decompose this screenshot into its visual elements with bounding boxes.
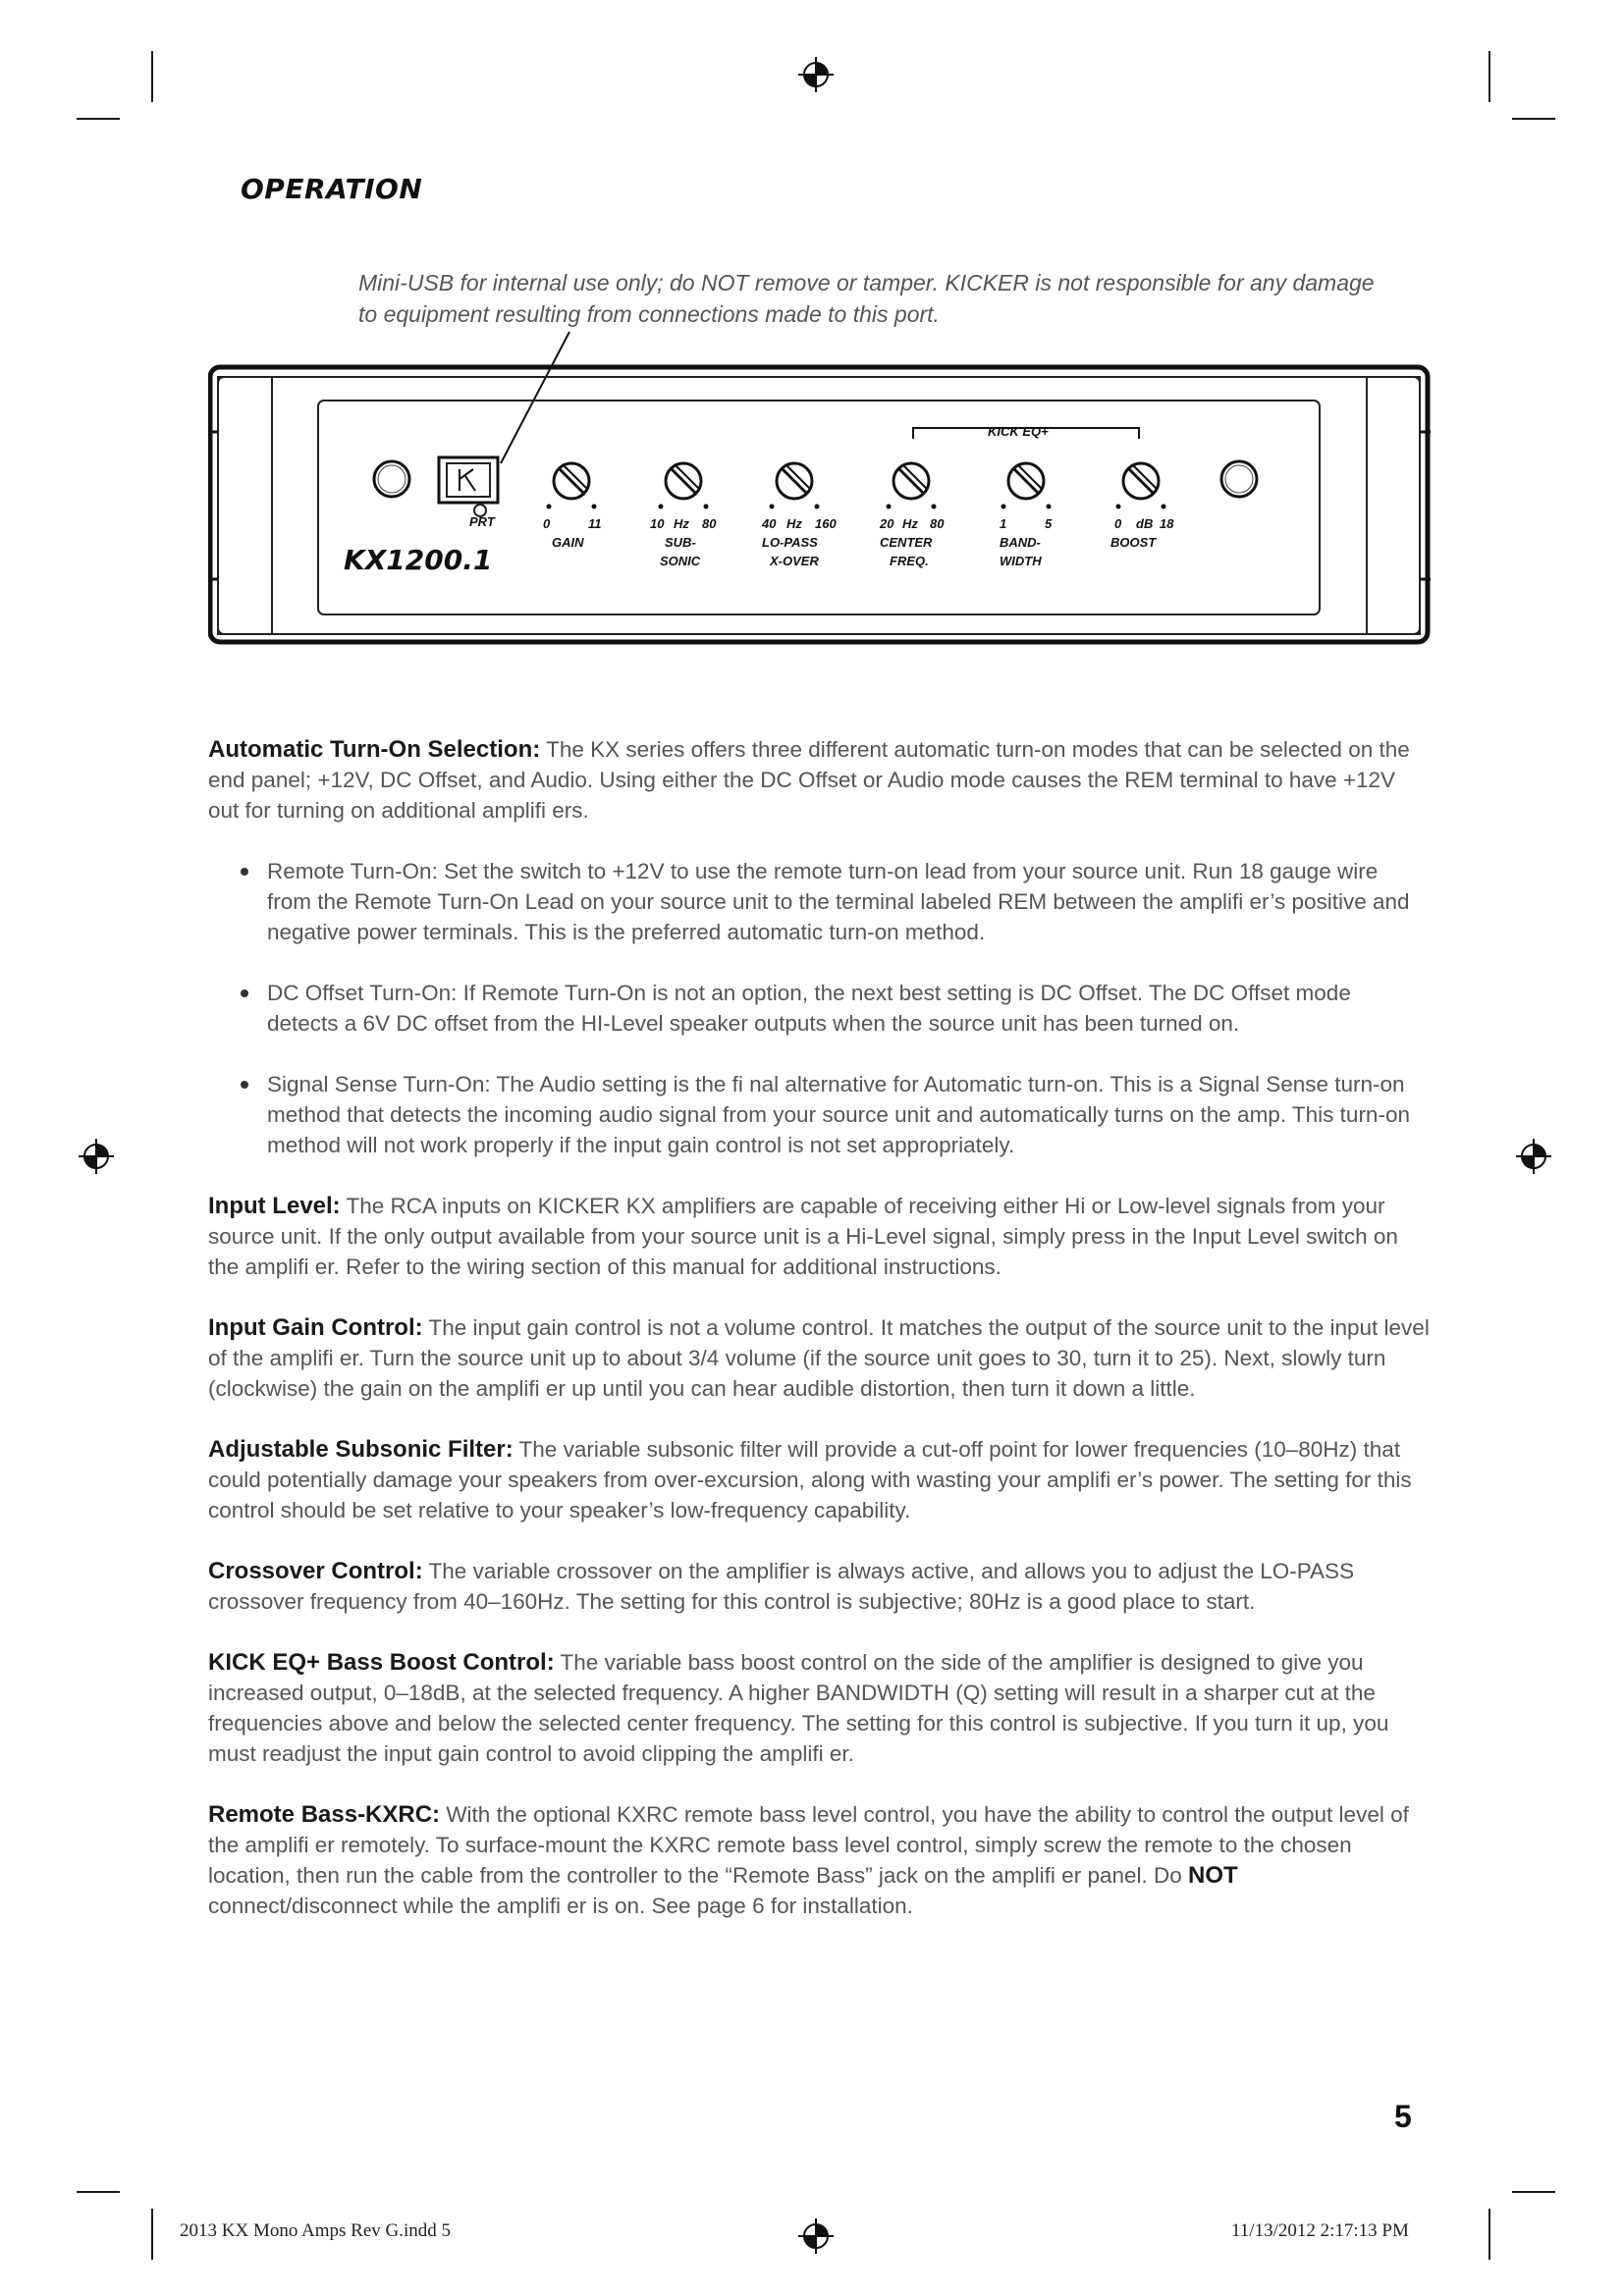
knob-scale-low: 40 — [762, 516, 777, 531]
bullet-icon — [241, 989, 248, 997]
heading-kick-eq: KICK EQ+ Bass Boost Control: — [208, 1649, 555, 1676]
registration-mark-icon — [796, 2216, 836, 2256]
paragraph-subsonic — [208, 1434, 1431, 1525]
knob-label-boost: BOOST — [1110, 535, 1157, 550]
text-input-level: The RCA inputs on KICKER KX amplifiers are capable of receiving either Hi or Low-level signals from your source unit. If the only output available from your source unit is a Hi-Level signal, simply press in the Input Level switch on the amplifi er. Refer to the wiring section of this manual for additional instructions. — [208, 1194, 1398, 1279]
knob-scale-high: 18 — [1160, 516, 1174, 531]
paragraph-input-level — [208, 1191, 1431, 1282]
heading-auto-turn-on: Automatic Turn-On Selection: — [208, 736, 541, 763]
bullet-icon — [241, 868, 248, 876]
knob-label-lopass-2: X-OVER — [770, 554, 819, 568]
text-auto-turn-on: The KX series offers three different automatic turn-on modes that can be selected on the end panel; +12V, DC Offset, and Audio. Using either the DC Offset or Audio mode causes the REM terminal to have +12V out for turning on additional amplifi ers. — [208, 737, 1410, 823]
knob-scale-unit: dB — [1136, 516, 1154, 531]
knob-scale-high: 80 — [702, 516, 717, 531]
paragraph-kick-eq — [208, 1647, 1431, 1769]
registration-mark-icon — [77, 1137, 116, 1176]
text-remote-bass-end: connect/disconnect while the amplifi er is on. See page 6 for installation. — [208, 1894, 913, 1918]
print-slug-timestamp: 11/13/2012 2:17:13 PM — [1231, 2220, 1409, 2241]
crop-mark — [1489, 2209, 1490, 2260]
heading-subsonic: Adjustable Subsonic Filter: — [208, 1436, 514, 1463]
crop-mark — [151, 2209, 153, 2260]
list-item — [208, 1069, 1431, 1160]
knob-label-subsonic: SUB- — [665, 535, 696, 550]
knob-scale-unit: Hz — [786, 516, 802, 531]
list-item — [208, 856, 1431, 947]
text-crossover: The variable crossover on the amplifier is always active, and allows you to adjust the LO-PASS crossover frequency from 40–160Hz. The setting for this control is subjective; 80Hz is a good place to start. — [208, 1559, 1355, 1614]
kick-eq-label: KICK EQ+ — [988, 424, 1049, 439]
registration-mark-icon — [796, 55, 836, 94]
knob-scale-high: 11 — [588, 516, 602, 531]
list-item-text: Signal Sense Turn-On: The Audio setting is the fi nal alternative for Automatic turn-on. This is a Signal Sense turn-on method that detects the incoming audio signal from your source unit and automatically turns on the amp. This turn-on method will not work properly if the input gain control is not set appropriately. — [267, 1072, 1410, 1157]
bullet-icon — [241, 1081, 248, 1089]
knob-scale-high: 160 — [815, 516, 837, 531]
knob-scale-low: 10 — [650, 516, 665, 531]
text-remote-bass: With the optional KXRC remote bass level control, you have the ability to control the output level of the amplifi er remotely. To surface-mount the KXRC remote bass level control, simply screw the remote to the chosen location, then run the cable from the controller to the “Remote Bass” jack on the amplifi er panel. Do — [208, 1802, 1409, 1888]
crop-mark — [1489, 51, 1490, 102]
registration-mark-icon — [1514, 1137, 1553, 1176]
crop-mark — [1512, 2191, 1555, 2193]
knob-scale-low: 20 — [880, 516, 894, 531]
knob-label-lopass: LO-PASS — [762, 535, 818, 550]
heading-crossover: Crossover Control: — [208, 1558, 423, 1584]
paragraph-remote-bass — [208, 1799, 1431, 1921]
text-remote-bass-emphasis: NOT — [1188, 1862, 1238, 1889]
print-slug-file: 2013 KX Mono Amps Rev G.indd 5 — [180, 2220, 452, 2241]
heading-input-gain: Input Gain Control: — [208, 1314, 423, 1341]
list-item-text: Remote Turn-On: Set the switch to +12V to use the remote turn-on lead from your source unit. Run 18 gauge wire from the Remote Turn-On Lead on your source unit to the terminal labeled REM between the amplifi er’s positive and negative power terminals. This is the preferred automatic turn-on method. — [267, 859, 1410, 944]
section-title: OPERATION — [241, 173, 423, 205]
crop-mark — [77, 118, 120, 120]
knob-label-subsonic-2: SONIC — [660, 554, 701, 568]
crop-mark — [1512, 118, 1555, 120]
crop-mark — [77, 2191, 120, 2193]
page-number: 5 — [1394, 2099, 1412, 2134]
paragraph-crossover — [208, 1556, 1431, 1617]
knob-scale-unit: Hz — [674, 516, 689, 531]
usb-callout-text: Mini-USB for internal use only; do NOT remove or tamper. KICKER is not responsible for any damage to equipment resulting from connections made to this port. — [358, 270, 1375, 327]
knob-scale-high: 5 — [1045, 516, 1053, 531]
crop-mark — [151, 51, 153, 102]
knob-label-gain: GAIN — [552, 535, 584, 550]
knob-scale-high: 80 — [930, 516, 945, 531]
knob-scale-low: 0 — [1114, 516, 1122, 531]
knob-label-bandwidth-2: WIDTH — [1000, 554, 1042, 568]
turn-on-mode-list — [208, 856, 1431, 1160]
knob-label-center: CENTER — [880, 535, 933, 550]
heading-remote-bass: Remote Bass-KXRC: — [208, 1801, 441, 1828]
operation-body — [208, 734, 1431, 1951]
text-kick-eq: The variable bass boost control on the side of the amplifier is designed to give you increased output, 0–18dB, at the selected frequency. A higher BANDWIDTH (Q) setting will result in a sharper cut at the frequencies above and below the selected center frequency. The setting for this control is subjective. If you turn it up, you must readjust the input gain control to avoid clipping the amplifi er. — [208, 1650, 1389, 1766]
knob-scale-low: 0 — [543, 516, 551, 531]
knob-scale-low: 1 — [1000, 516, 1007, 531]
model-label: KX1200.1 — [344, 544, 493, 576]
knob-scale-unit: Hz — [902, 516, 918, 531]
knob-label-center-2: FREQ. — [890, 554, 929, 568]
prt-label: PRT — [469, 514, 495, 529]
paragraph-auto-turn-on — [208, 734, 1431, 826]
amplifier-end-panel — [208, 363, 1431, 648]
knob-label-bandwidth: BAND- — [1000, 535, 1041, 550]
list-item-text: DC Offset Turn-On: If Remote Turn-On is not an option, the next best setting is DC Offset. The DC Offset mode detects a 6V DC offset from the HI-Level speaker outputs when the source unit has been turned on. — [267, 981, 1351, 1036]
paragraph-input-gain — [208, 1312, 1431, 1404]
list-item — [208, 978, 1431, 1039]
text-subsonic: The variable subsonic filter will provide a cut-off point for lower frequencies (10–80Hz) that could potentially damage your speakers from over-excursion, along with wasting your amplifi er’s power. The setting for this control should be set relative to your speaker’s low-frequency capability. — [208, 1437, 1412, 1522]
text-input-gain: The input gain control is not a volume control. It matches the output of the source unit to the input level of the amplifi er. Turn the source unit up to about 3/4 volume (if the source unit goes to 30, turn it to 25). Next, slowly turn (clockwise) the gain on the amplifi er up until you can hear audible distortion, then turn it down a little. — [208, 1315, 1430, 1401]
heading-input-level: Input Level: — [208, 1193, 341, 1219]
